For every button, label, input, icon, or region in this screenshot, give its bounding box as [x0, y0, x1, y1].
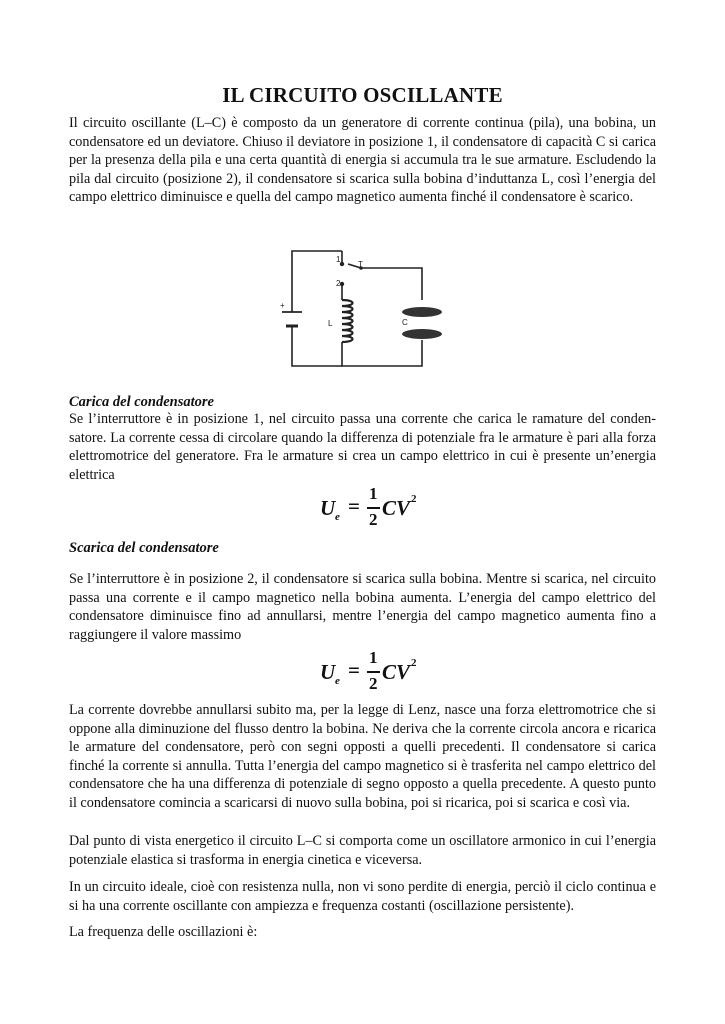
label-position-2: 2: [336, 279, 341, 288]
formula-denominator: 2: [369, 510, 378, 529]
formula-equals: =: [348, 658, 360, 682]
section-text-scarica: Se l’interruttore è in posizione 2, il condensatore si scarica sulla bobina. Mentre si scarica, nel circuito passa una corrente e il campo magnetico nella bobina aumenta. L’energia del campo elettrico del condensatore diminuisce fino ad annullarsi, mentre l’energia del campo magnetico aumenta fino a raggiungere il valore massimo: [69, 571, 656, 643]
formula-lhs: U: [320, 660, 336, 684]
formula-equals: =: [348, 494, 360, 518]
formula-rhs: CV: [382, 496, 411, 520]
paragraph-energetic: Dal punto di vista energetico il circuito L–C si comporta come un oscillatore armonico in cui l’energia potenziale elastica si trasforma in energia cinetica e viceversa.: [69, 833, 656, 868]
formula-energy-2: [320, 648, 440, 700]
fraction-bar: [367, 507, 380, 509]
paragraph-frequency: La frequenza delle oscillazioni è:: [69, 924, 258, 940]
paragraph-lenz: La corrente dovrebbe annullarsi subito ma, per la legge di Lenz, nasce una forza elettromotrice che si oppone alla diminuzione del flusso dentro la bobina. Ne deriva che la corrente circola ancora e ricarica le armature del condensatore, però con segni opposti a quelli precedenti. Il condensatore si carica finché la corrente si annulla. Tutta l’energia del campo magnetico si è trasferita nel campo elettrico del condensatore che ha una differenza di potenziale di segno opposto a quella precedente. A questo punto il condensatore comincia a scaricarsi di nuovo sulla bobina, poi si ricarica, poi si scarica e così via.: [69, 702, 656, 811]
section-heading-scarica: Scarica del condensatore: [69, 540, 219, 556]
label-capacitor: C: [402, 318, 408, 327]
formula-numerator: 1: [369, 648, 378, 667]
label-inductor: L: [328, 319, 333, 328]
intro-paragraph: Il circuito oscillante (L–C) è composto da un generatore di corrente continua (pila), una bobina, un condensatore ed un deviatore. Chiuso il deviatore in posizione 1, il condensatore di capacità C si carica per la presenza della pila e una certa quantità di energia si accumula tra le sue armature. Escludendo la pila dal circuito (posizione 2), il condensatore si scarica sulla bobina d’induttanza L, così l’energia del campo elettrico diminuisce e quella del campo magnetico aumenta finché il condensatore è scarico.: [69, 115, 656, 206]
formula-subscript: e: [335, 511, 340, 523]
page-title: IL CIRCUITO OSCILLANTE: [222, 83, 503, 107]
label-position-1: 1: [336, 255, 341, 264]
paragraph-ideal-circuit: In un circuito ideale, cioè con resistenza nulla, non vi sono perdite di energia, perciò il ciclo continua e si ha una corrente oscillante con ampiezza e frequenza costanti (oscillazione persistente).: [69, 879, 656, 914]
formula-exponent: 2: [411, 493, 417, 505]
label-switch: T: [358, 260, 363, 269]
lc-circuit-diagram: [274, 240, 458, 376]
formula-subscript: e: [335, 675, 340, 687]
formula-exponent: 2: [411, 657, 417, 669]
section-heading-carica: Carica del condensatore: [69, 394, 214, 410]
label-battery-plus: +: [280, 301, 285, 310]
fraction-bar: [367, 671, 380, 673]
formula-energy-1: [320, 484, 440, 536]
capacitor-plate-top: [402, 307, 442, 317]
formula-lhs: U: [320, 496, 336, 520]
formula-rhs: CV: [382, 660, 411, 684]
formula-denominator: 2: [369, 674, 378, 693]
section-text-carica: Se l’interruttore è in posizione 1, nel circuito passa una corrente che carica le ramature del condensatore. La corrente cessa di circolare quando la differenza di potenziale fra le armature è pari alla forza elettromotrice del generatore. Fra le armature si crea un campo elettrico in cui è presente un’energia elettrica: [69, 411, 656, 483]
capacitor-plate-bottom: [402, 329, 442, 339]
formula-numerator: 1: [369, 484, 378, 503]
